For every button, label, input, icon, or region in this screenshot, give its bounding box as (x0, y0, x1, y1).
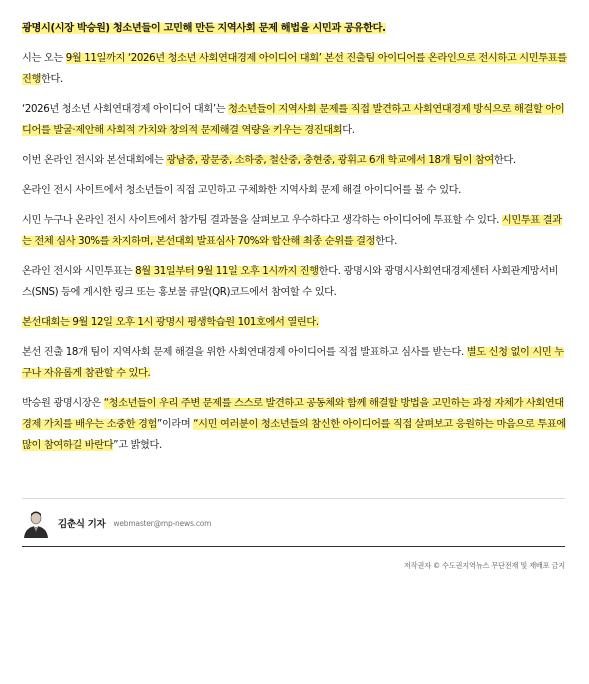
reporter-name: 김춘식 기자 (58, 519, 106, 530)
article-paragraph (22, 312, 567, 333)
article-body (22, 18, 567, 465)
article-paragraph (22, 342, 567, 384)
paragraph-text: ”고 밝혔다. (113, 440, 162, 451)
paragraph-text: ‘2026년 청소년 사회연대경제 아이디어 대회’는 (22, 104, 229, 115)
reporter-avatar-icon (22, 508, 50, 538)
highlighted-text: 별도 신청 없이 시민 누구나 자유롭게 참관할 수 있다. (22, 347, 564, 379)
paragraph-text: 한다. 광명시와 광명시사회연대경제센터 사회관계망서비스(SNS) 등에 게시한 링크 또는 홍보물 큐알(QR)코드에서 참여할 수 있다. (22, 266, 559, 298)
highlighted-text: “시민 여러분이 청소년들의 참신한 아이디어를 직접 살펴보고 응원하는 마음으로 투표에 많이 참여하길 바란다 (22, 419, 566, 451)
paragraph-text: 시민 누구나 온라인 전시 사이트에서 참가팀 결과물을 살펴보고 우수하다고 생각하는 아이디어에 투표할 수 있다. (22, 215, 502, 226)
byline-divider (22, 498, 565, 499)
paragraph-text: 온라인 전시 사이트에서 청소년들이 직접 고민하고 구체화한 지역사회 문제 해결 아이디어를 볼 수 있다. (22, 185, 462, 196)
paragraph-text: 온라인 전시와 시민투표는 (22, 266, 136, 277)
byline (22, 508, 211, 538)
highlighted-text: “청소년들이 우리 주변 문제를 스스로 발견하고 공동체와 함께 해결할 방법을 고민하는 과정 자체가 사회연대경제 가치를 배우는 소중한 경험 (22, 398, 564, 430)
highlighted-text: 본선대회는 9월 12일 오후 1시 광명시 평생학습원 101호에서 열린다. (22, 317, 319, 328)
article-paragraph (22, 18, 567, 39)
article-paragraph (22, 261, 567, 303)
paragraph-text: ”이라며 (156, 419, 194, 430)
paragraph-text: 한다. (493, 155, 516, 166)
article-paragraph (22, 210, 567, 252)
article-paragraph (22, 99, 567, 141)
highlighted-text: 청소년들이 지역사회 문제를 직접 발견하고 사회연대경제 방식으로 해결할 아이디어를 발굴·제안해 사회적 가치와 창의적 문제해결 역량을 키우는 경진대회 (22, 104, 565, 136)
reporter-email[interactable]: webmaster@mp-news.com (113, 518, 212, 528)
highlighted-text: 시민투표 결과는 전체 심사 30%를 차지하며, 본선대회 발표심사 70%와 합산해 최종 순위를 결정 (22, 215, 562, 247)
copyright-notice: 저작권자 © 수도권지역뉴스 무단전재 및 재배포 금지 (403, 561, 565, 570)
paragraph-text: 본선 진출 18개 팀이 지역사회 문제 해결을 위한 사회연대경제 아이디어를 직접 발표하고 심사를 받는다. (22, 347, 467, 358)
highlighted-text: 9월 11일까지 ‘2026년 청소년 사회연대경제 아이디어 대회’ 본선 진출팀 아이디어를 온라인으로 전시하고 시민투표를 진행 (22, 53, 567, 85)
paragraph-text: 시는 오는 (22, 53, 66, 64)
highlighted-text: 광명시(시장 박승원) 청소년들이 고민해 만든 지역사회 문제 해법을 시민과 공유한다. (22, 23, 386, 34)
paragraph-text: 이번 온라인 전시와 본선대회에는 (22, 155, 167, 166)
article-paragraph (22, 393, 567, 456)
article-paragraph (22, 150, 567, 171)
paragraph-text: 한다. (40, 74, 63, 85)
highlighted-text: 광남중, 광문중, 소하중, 철산중, 충현중, 광휘고 6개 학교에서 18개 팀이 참여 (166, 155, 494, 166)
paragraph-text: 다. (342, 125, 355, 136)
paragraph-text: 박승원 광명시장은 (22, 398, 104, 409)
article-paragraph (22, 48, 567, 90)
paragraph-text: 한다. (375, 236, 397, 247)
highlighted-text: 8월 31일부터 9월 11일 오후 1시까지 진행 (135, 266, 319, 277)
footer-divider (22, 546, 565, 547)
article-paragraph (22, 180, 567, 201)
